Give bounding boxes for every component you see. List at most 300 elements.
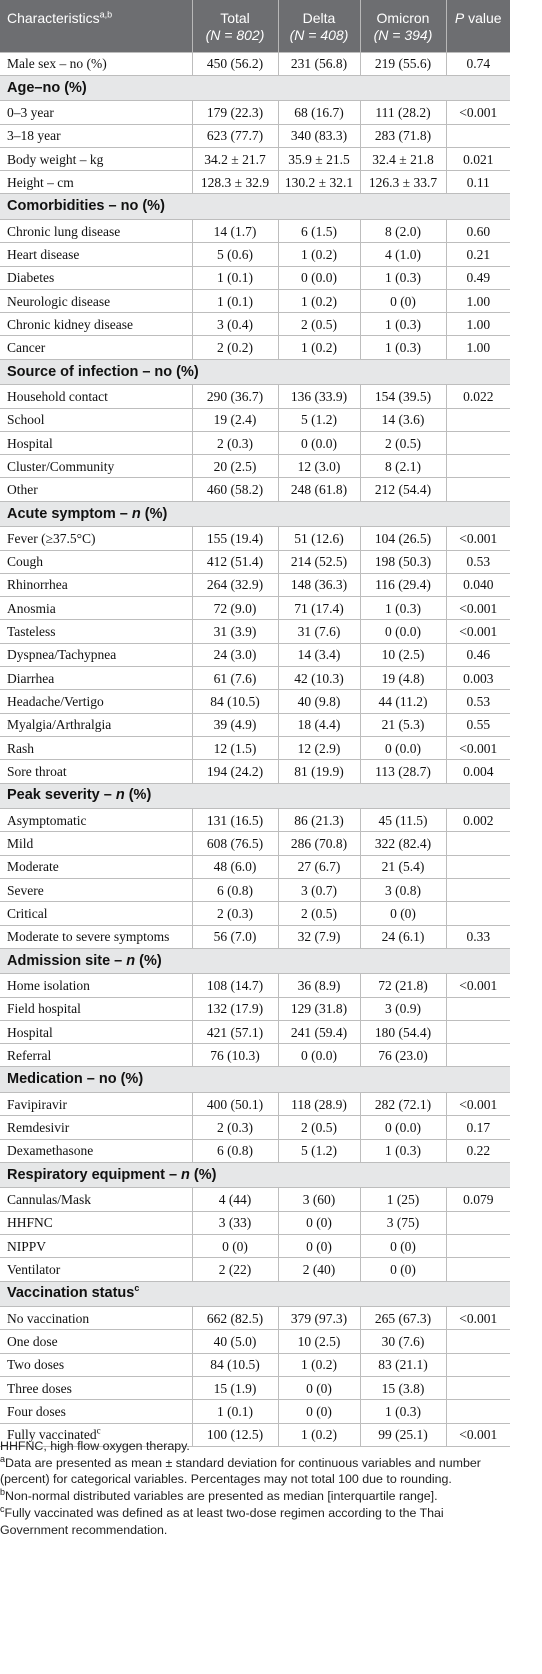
table-row bbox=[0, 1188, 510, 1211]
omicron-value-text: 45 (11.5) bbox=[378, 812, 428, 828]
row-label bbox=[0, 52, 192, 75]
delta-value bbox=[278, 1020, 360, 1043]
omicron-value-text: 1 (0.3) bbox=[385, 1403, 421, 1419]
p-value bbox=[446, 219, 510, 242]
delta-value bbox=[278, 101, 360, 124]
total-value-text: 460 (58.2) bbox=[206, 482, 264, 498]
table-row bbox=[0, 1330, 510, 1353]
footnote-a bbox=[0, 1455, 510, 1488]
row-label bbox=[0, 1330, 192, 1353]
row-label-text: Other bbox=[7, 482, 38, 498]
section-title-text: Medication – no (%) bbox=[7, 1071, 144, 1088]
row-label bbox=[0, 1092, 192, 1115]
total-value-text: 608 (76.5) bbox=[206, 835, 264, 851]
total-value bbox=[192, 1307, 278, 1330]
omicron-value bbox=[360, 1376, 446, 1399]
row-label bbox=[0, 832, 192, 855]
section-title bbox=[0, 1281, 510, 1307]
omicron-value-text: 116 (29.4) bbox=[375, 577, 431, 593]
delta-value bbox=[278, 527, 360, 550]
total-value bbox=[192, 385, 278, 408]
section-title-sup: c bbox=[134, 1283, 140, 1294]
row-label bbox=[0, 124, 192, 147]
delta-value-text: 379 (97.3) bbox=[290, 1310, 348, 1326]
table-row bbox=[0, 101, 510, 124]
row-label-text: Male sex – no (%) bbox=[7, 56, 107, 72]
omicron-value-text: 113 (28.7) bbox=[375, 763, 431, 779]
header-total-label: Total bbox=[220, 10, 250, 26]
p-value bbox=[446, 385, 510, 408]
total-value bbox=[192, 1020, 278, 1043]
table-row bbox=[0, 690, 510, 713]
total-value bbox=[192, 1188, 278, 1211]
total-value-text: 31 (3.9) bbox=[213, 624, 257, 640]
header-characteristics-sup: a,b bbox=[99, 9, 113, 20]
header-omicron-n: (N = 394) bbox=[373, 27, 433, 43]
p-value-text: 1.00 bbox=[466, 340, 491, 356]
row-label bbox=[0, 266, 192, 289]
omicron-value bbox=[360, 219, 446, 242]
delta-value-text: 129 (31.8) bbox=[290, 1001, 348, 1017]
total-value-text: 3 (0.4) bbox=[217, 316, 253, 332]
p-value bbox=[446, 1353, 510, 1376]
delta-value bbox=[278, 147, 360, 170]
row-label bbox=[0, 1400, 192, 1423]
delta-value-text: 10 (2.5) bbox=[297, 1334, 341, 1349]
row-label bbox=[0, 1353, 192, 1376]
omicron-value bbox=[360, 266, 446, 289]
p-value bbox=[446, 313, 510, 336]
delta-value-text: 27 (6.7) bbox=[297, 859, 341, 875]
total-value-text: 84 (10.5) bbox=[210, 693, 260, 709]
section-title-italic: n bbox=[131, 505, 141, 522]
total-value bbox=[192, 1400, 278, 1423]
total-value bbox=[192, 478, 278, 501]
total-value-text: 19 (2.4) bbox=[213, 412, 257, 428]
table-row bbox=[0, 455, 510, 478]
delta-value bbox=[278, 243, 360, 266]
delta-value-text: 3 (60) bbox=[302, 1192, 336, 1208]
row-label-text: Asymptomatic bbox=[7, 812, 87, 828]
table-row bbox=[0, 408, 510, 431]
table-row bbox=[0, 1211, 510, 1234]
omicron-value bbox=[360, 643, 446, 666]
p-value bbox=[446, 713, 510, 736]
row-label-text: Sore throat bbox=[7, 763, 67, 779]
delta-value bbox=[278, 573, 360, 596]
total-value-text: 2 (0.3) bbox=[217, 905, 253, 921]
p-value bbox=[446, 527, 510, 550]
row-label-text: Chronic kidney disease bbox=[7, 316, 133, 332]
total-value-text: 15 (1.9) bbox=[213, 1380, 257, 1396]
total-value-text: 100 (12.5) bbox=[206, 1427, 264, 1443]
total-value-text: 131 (16.5) bbox=[206, 812, 264, 828]
total-value-text: 155 (19.4) bbox=[206, 530, 264, 546]
section-header-row bbox=[0, 1067, 510, 1093]
table-row bbox=[0, 550, 510, 573]
table-row bbox=[0, 431, 510, 454]
section-header-row bbox=[0, 194, 510, 220]
delta-value bbox=[278, 878, 360, 901]
row-label-text: Favipiravir bbox=[7, 1096, 67, 1112]
p-value bbox=[446, 171, 510, 194]
table-row bbox=[0, 809, 510, 832]
total-value bbox=[192, 1353, 278, 1376]
row-label bbox=[0, 313, 192, 336]
p-value bbox=[446, 243, 510, 266]
total-value-text: 662 (82.5) bbox=[206, 1310, 264, 1326]
delta-value bbox=[278, 52, 360, 75]
delta-value-text: 0 (0.0) bbox=[301, 270, 337, 286]
row-label-text: Remdesivir bbox=[7, 1119, 70, 1135]
p-value bbox=[446, 1307, 510, 1330]
omicron-value-text: 0 (0) bbox=[390, 1238, 416, 1254]
table-row bbox=[0, 266, 510, 289]
row-label bbox=[0, 550, 192, 573]
omicron-value-text: 8 (2.1) bbox=[385, 458, 421, 474]
omicron-value-text: 126.3 ± 33.7 bbox=[368, 174, 438, 190]
total-value-text: 0 (0) bbox=[222, 1238, 248, 1254]
row-label bbox=[0, 1258, 192, 1281]
omicron-value-text: 1 (0.3) bbox=[385, 316, 421, 332]
omicron-value bbox=[360, 527, 446, 550]
total-value-text: 264 (32.9) bbox=[206, 577, 264, 593]
p-value-text: 0.55 bbox=[466, 717, 491, 733]
p-value bbox=[446, 147, 510, 170]
total-value-text: 61 (7.6) bbox=[213, 670, 257, 686]
delta-value-text: 130.2 ± 32.1 bbox=[284, 174, 354, 190]
omicron-value bbox=[360, 760, 446, 783]
delta-value-text: 340 (83.3) bbox=[290, 128, 348, 144]
omicron-value-text: 19 (4.8) bbox=[381, 670, 425, 686]
total-value bbox=[192, 902, 278, 925]
delta-value bbox=[278, 902, 360, 925]
header-characteristics bbox=[0, 0, 192, 52]
omicron-value-text: 10 (2.5) bbox=[381, 647, 425, 663]
table-row bbox=[0, 667, 510, 690]
total-value bbox=[192, 171, 278, 194]
row-label-text: Fully vaccinated bbox=[7, 1427, 97, 1443]
table-row bbox=[0, 527, 510, 550]
row-label-text: Rash bbox=[7, 740, 34, 756]
delta-value-text: 136 (33.9) bbox=[290, 388, 348, 404]
section-header-row bbox=[0, 1281, 510, 1307]
p-value bbox=[446, 1258, 510, 1281]
table-row bbox=[0, 1020, 510, 1043]
row-label bbox=[0, 597, 192, 620]
p-value-text: 1.00 bbox=[466, 316, 491, 332]
delta-value bbox=[278, 336, 360, 359]
delta-value-text: 2 (40) bbox=[302, 1261, 336, 1277]
row-label bbox=[0, 760, 192, 783]
omicron-value bbox=[360, 809, 446, 832]
row-label-text: Height – cm bbox=[7, 174, 74, 190]
total-value bbox=[192, 620, 278, 643]
total-value-text: 290 (36.7) bbox=[206, 388, 264, 404]
p-value-text: 0.003 bbox=[463, 670, 494, 686]
total-value bbox=[192, 147, 278, 170]
p-value-text: <0.001 bbox=[459, 600, 498, 616]
omicron-value bbox=[360, 101, 446, 124]
delta-value-text: 5 (1.2) bbox=[301, 1143, 337, 1159]
row-label-text: School bbox=[7, 412, 45, 428]
omicron-value-text: 322 (82.4) bbox=[374, 835, 432, 851]
delta-value-text: 32 (7.9) bbox=[297, 929, 341, 945]
p-value bbox=[446, 902, 510, 925]
delta-value-text: 35.9 ± 21.5 bbox=[288, 151, 350, 167]
total-value bbox=[192, 878, 278, 901]
total-value-text: 132 (17.9) bbox=[206, 1001, 264, 1017]
total-value bbox=[192, 550, 278, 573]
p-value bbox=[446, 997, 510, 1020]
row-label bbox=[0, 925, 192, 948]
total-value bbox=[192, 1116, 278, 1139]
row-label-text: Fever (≥37.5°C) bbox=[7, 530, 96, 546]
section-header-row bbox=[0, 75, 510, 101]
total-value-text: 24 (3.0) bbox=[213, 647, 257, 663]
total-value bbox=[192, 643, 278, 666]
delta-value-text: 5 (1.2) bbox=[301, 412, 337, 428]
p-value-text: 0.022 bbox=[463, 388, 494, 404]
row-label bbox=[0, 431, 192, 454]
table-row bbox=[0, 573, 510, 596]
delta-value-text: 1 (0.2) bbox=[301, 1427, 337, 1443]
total-value bbox=[192, 997, 278, 1020]
row-label-text: 3–18 year bbox=[7, 128, 61, 144]
table-row bbox=[0, 736, 510, 759]
table-row bbox=[0, 974, 510, 997]
table-body bbox=[0, 52, 510, 1446]
omicron-value bbox=[360, 1353, 446, 1376]
total-value bbox=[192, 1376, 278, 1399]
delta-value bbox=[278, 408, 360, 431]
delta-value-text: 231 (56.8) bbox=[290, 56, 348, 72]
omicron-value-text: 21 (5.4) bbox=[381, 859, 425, 875]
omicron-value-text: 3 (0.9) bbox=[385, 1001, 421, 1017]
delta-value-text: 241 (59.4) bbox=[290, 1024, 348, 1040]
section-title-italic: n bbox=[115, 787, 125, 804]
p-value-text: <0.001 bbox=[459, 104, 498, 120]
row-label-text: Two doses bbox=[7, 1357, 65, 1373]
section-header-row bbox=[0, 501, 510, 527]
omicron-value-text: 180 (54.4) bbox=[374, 1024, 432, 1040]
table-row bbox=[0, 1044, 510, 1067]
delta-value bbox=[278, 1139, 360, 1162]
omicron-value bbox=[360, 1139, 446, 1162]
omicron-value bbox=[360, 902, 446, 925]
section-title-text: Vaccination status bbox=[7, 1285, 135, 1302]
omicron-value-text: 219 (55.6) bbox=[374, 56, 432, 72]
omicron-value-text: 1 (0.3) bbox=[385, 340, 421, 356]
omicron-value bbox=[360, 171, 446, 194]
omicron-value-text: 44 (11.2) bbox=[378, 693, 428, 709]
row-label bbox=[0, 171, 192, 194]
p-value bbox=[446, 266, 510, 289]
delta-value-text: 14 (3.4) bbox=[297, 647, 341, 663]
header-delta bbox=[278, 0, 360, 52]
table-row bbox=[0, 147, 510, 170]
p-value bbox=[446, 455, 510, 478]
omicron-value-text: 30 (7.6) bbox=[381, 1334, 425, 1349]
section-title-after: (%) bbox=[124, 787, 152, 804]
row-label-text: NIPPV bbox=[7, 1238, 47, 1254]
delta-value bbox=[278, 478, 360, 501]
row-label-text: Severe bbox=[7, 882, 44, 898]
omicron-value bbox=[360, 597, 446, 620]
footnote-a-mark: a bbox=[0, 1453, 6, 1464]
row-label-text: Chronic lung disease bbox=[7, 223, 121, 239]
omicron-value-text: 2 (0.5) bbox=[385, 435, 421, 451]
total-value-text: 39 (4.9) bbox=[213, 717, 257, 733]
omicron-value-text: 8 (2.0) bbox=[385, 223, 421, 239]
delta-value bbox=[278, 1234, 360, 1257]
p-value bbox=[446, 124, 510, 147]
table-row bbox=[0, 760, 510, 783]
omicron-value bbox=[360, 478, 446, 501]
row-label bbox=[0, 219, 192, 242]
p-value bbox=[446, 1020, 510, 1043]
total-value-text: 2 (0.3) bbox=[217, 435, 253, 451]
table-row bbox=[0, 124, 510, 147]
delta-value bbox=[278, 1211, 360, 1234]
delta-value bbox=[278, 713, 360, 736]
header-omicron-label: Omicron bbox=[376, 10, 430, 26]
total-value bbox=[192, 925, 278, 948]
delta-value-text: 12 (2.9) bbox=[297, 740, 341, 756]
row-label-text: Hospital bbox=[7, 435, 53, 451]
omicron-value-text: 283 (71.8) bbox=[374, 128, 432, 144]
section-header-row bbox=[0, 783, 510, 809]
table-row bbox=[0, 336, 510, 359]
delta-value-text: 286 (70.8) bbox=[290, 835, 348, 851]
delta-value-text: 71 (17.4) bbox=[294, 600, 344, 616]
total-value bbox=[192, 266, 278, 289]
omicron-value-text: 15 (3.8) bbox=[381, 1380, 425, 1396]
section-header-row bbox=[0, 359, 510, 385]
omicron-value bbox=[360, 550, 446, 573]
row-label-text: Neurologic disease bbox=[7, 293, 111, 309]
total-value bbox=[192, 690, 278, 713]
p-value bbox=[446, 855, 510, 878]
p-value-text: 0.21 bbox=[466, 246, 491, 262]
p-value-text: <0.001 bbox=[459, 740, 498, 756]
delta-value-text: 2 (0.5) bbox=[301, 316, 337, 332]
omicron-value-text: 14 (3.6) bbox=[381, 412, 425, 428]
section-title-text: Age–no (%) bbox=[7, 79, 87, 96]
total-value bbox=[192, 124, 278, 147]
row-label bbox=[0, 667, 192, 690]
delta-value-text: 6 (1.5) bbox=[301, 223, 337, 239]
row-label-text: Four doses bbox=[7, 1403, 66, 1419]
footnote-b bbox=[0, 1488, 510, 1505]
table-row bbox=[0, 1234, 510, 1257]
delta-value bbox=[278, 1188, 360, 1211]
omicron-value bbox=[360, 690, 446, 713]
p-value bbox=[446, 643, 510, 666]
omicron-value bbox=[360, 289, 446, 312]
section-title bbox=[0, 783, 510, 809]
row-label bbox=[0, 573, 192, 596]
header-delta-n: (N = 408) bbox=[289, 27, 349, 43]
omicron-value-text: 212 (54.4) bbox=[374, 482, 432, 498]
table-row bbox=[0, 171, 510, 194]
delta-value bbox=[278, 455, 360, 478]
row-label bbox=[0, 1211, 192, 1234]
delta-value-text: 86 (21.3) bbox=[294, 812, 344, 828]
omicron-value-text: 72 (21.8) bbox=[378, 977, 428, 993]
table-row bbox=[0, 713, 510, 736]
row-label bbox=[0, 736, 192, 759]
delta-value bbox=[278, 597, 360, 620]
total-value-text: 48 (6.0) bbox=[213, 859, 257, 875]
omicron-value bbox=[360, 1092, 446, 1115]
omicron-value-text: 265 (67.3) bbox=[374, 1310, 432, 1326]
header-omicron bbox=[360, 0, 446, 52]
p-value bbox=[446, 597, 510, 620]
total-value-text: 5 (0.6) bbox=[217, 246, 253, 262]
table-row bbox=[0, 878, 510, 901]
row-label-text: Moderate bbox=[7, 859, 59, 875]
total-value-text: 194 (24.2) bbox=[206, 763, 264, 779]
header-p-rest: value bbox=[464, 10, 502, 26]
p-value bbox=[446, 1211, 510, 1234]
p-value bbox=[446, 1188, 510, 1211]
section-title-text: Respiratory equipment – bbox=[7, 1166, 182, 1183]
header-delta-label: Delta bbox=[302, 10, 336, 26]
table-row bbox=[0, 1353, 510, 1376]
delta-value-text: 81 (19.9) bbox=[294, 763, 344, 779]
p-value bbox=[446, 101, 510, 124]
p-value bbox=[446, 52, 510, 75]
total-value-text: 2 (22) bbox=[218, 1261, 252, 1277]
omicron-value bbox=[360, 925, 446, 948]
row-label bbox=[0, 1044, 192, 1067]
p-value bbox=[446, 1400, 510, 1423]
section-title-after: (%) bbox=[189, 1166, 217, 1183]
omicron-value bbox=[360, 667, 446, 690]
delta-value bbox=[278, 1376, 360, 1399]
p-value bbox=[446, 1376, 510, 1399]
delta-value-text: 214 (52.5) bbox=[290, 554, 348, 570]
p-value bbox=[446, 1044, 510, 1067]
delta-value-text: 148 (36.3) bbox=[290, 577, 348, 593]
omicron-value-text: 99 (25.1) bbox=[378, 1427, 428, 1443]
omicron-value bbox=[360, 455, 446, 478]
p-value bbox=[446, 832, 510, 855]
section-title bbox=[0, 1162, 510, 1188]
delta-value-text: 1 (0.2) bbox=[301, 340, 337, 356]
row-label-text: Anosmia bbox=[7, 600, 56, 616]
total-value-text: 12 (1.5) bbox=[213, 740, 257, 756]
total-value-text: 2 (0.2) bbox=[217, 340, 253, 356]
row-label-text: Critical bbox=[7, 905, 48, 921]
header-characteristics-label: Characteristics bbox=[7, 10, 100, 26]
p-value bbox=[446, 1234, 510, 1257]
row-label bbox=[0, 620, 192, 643]
row-label bbox=[0, 478, 192, 501]
delta-value bbox=[278, 1353, 360, 1376]
footnote-abbreviation: HHFNC, high flow oxygen therapy. bbox=[0, 1439, 190, 1453]
p-value bbox=[446, 408, 510, 431]
row-label bbox=[0, 527, 192, 550]
omicron-value-text: 0 (0) bbox=[390, 905, 416, 921]
row-label-text: Moderate to severe symptoms bbox=[7, 929, 170, 945]
total-value-text: 6 (0.8) bbox=[217, 1143, 253, 1159]
delta-value-text: 1 (0.2) bbox=[301, 293, 337, 309]
section-header-row bbox=[0, 1162, 510, 1188]
total-value-text: 34.2 ± 21.7 bbox=[204, 151, 266, 167]
delta-value-text: 18 (4.4) bbox=[297, 717, 341, 733]
